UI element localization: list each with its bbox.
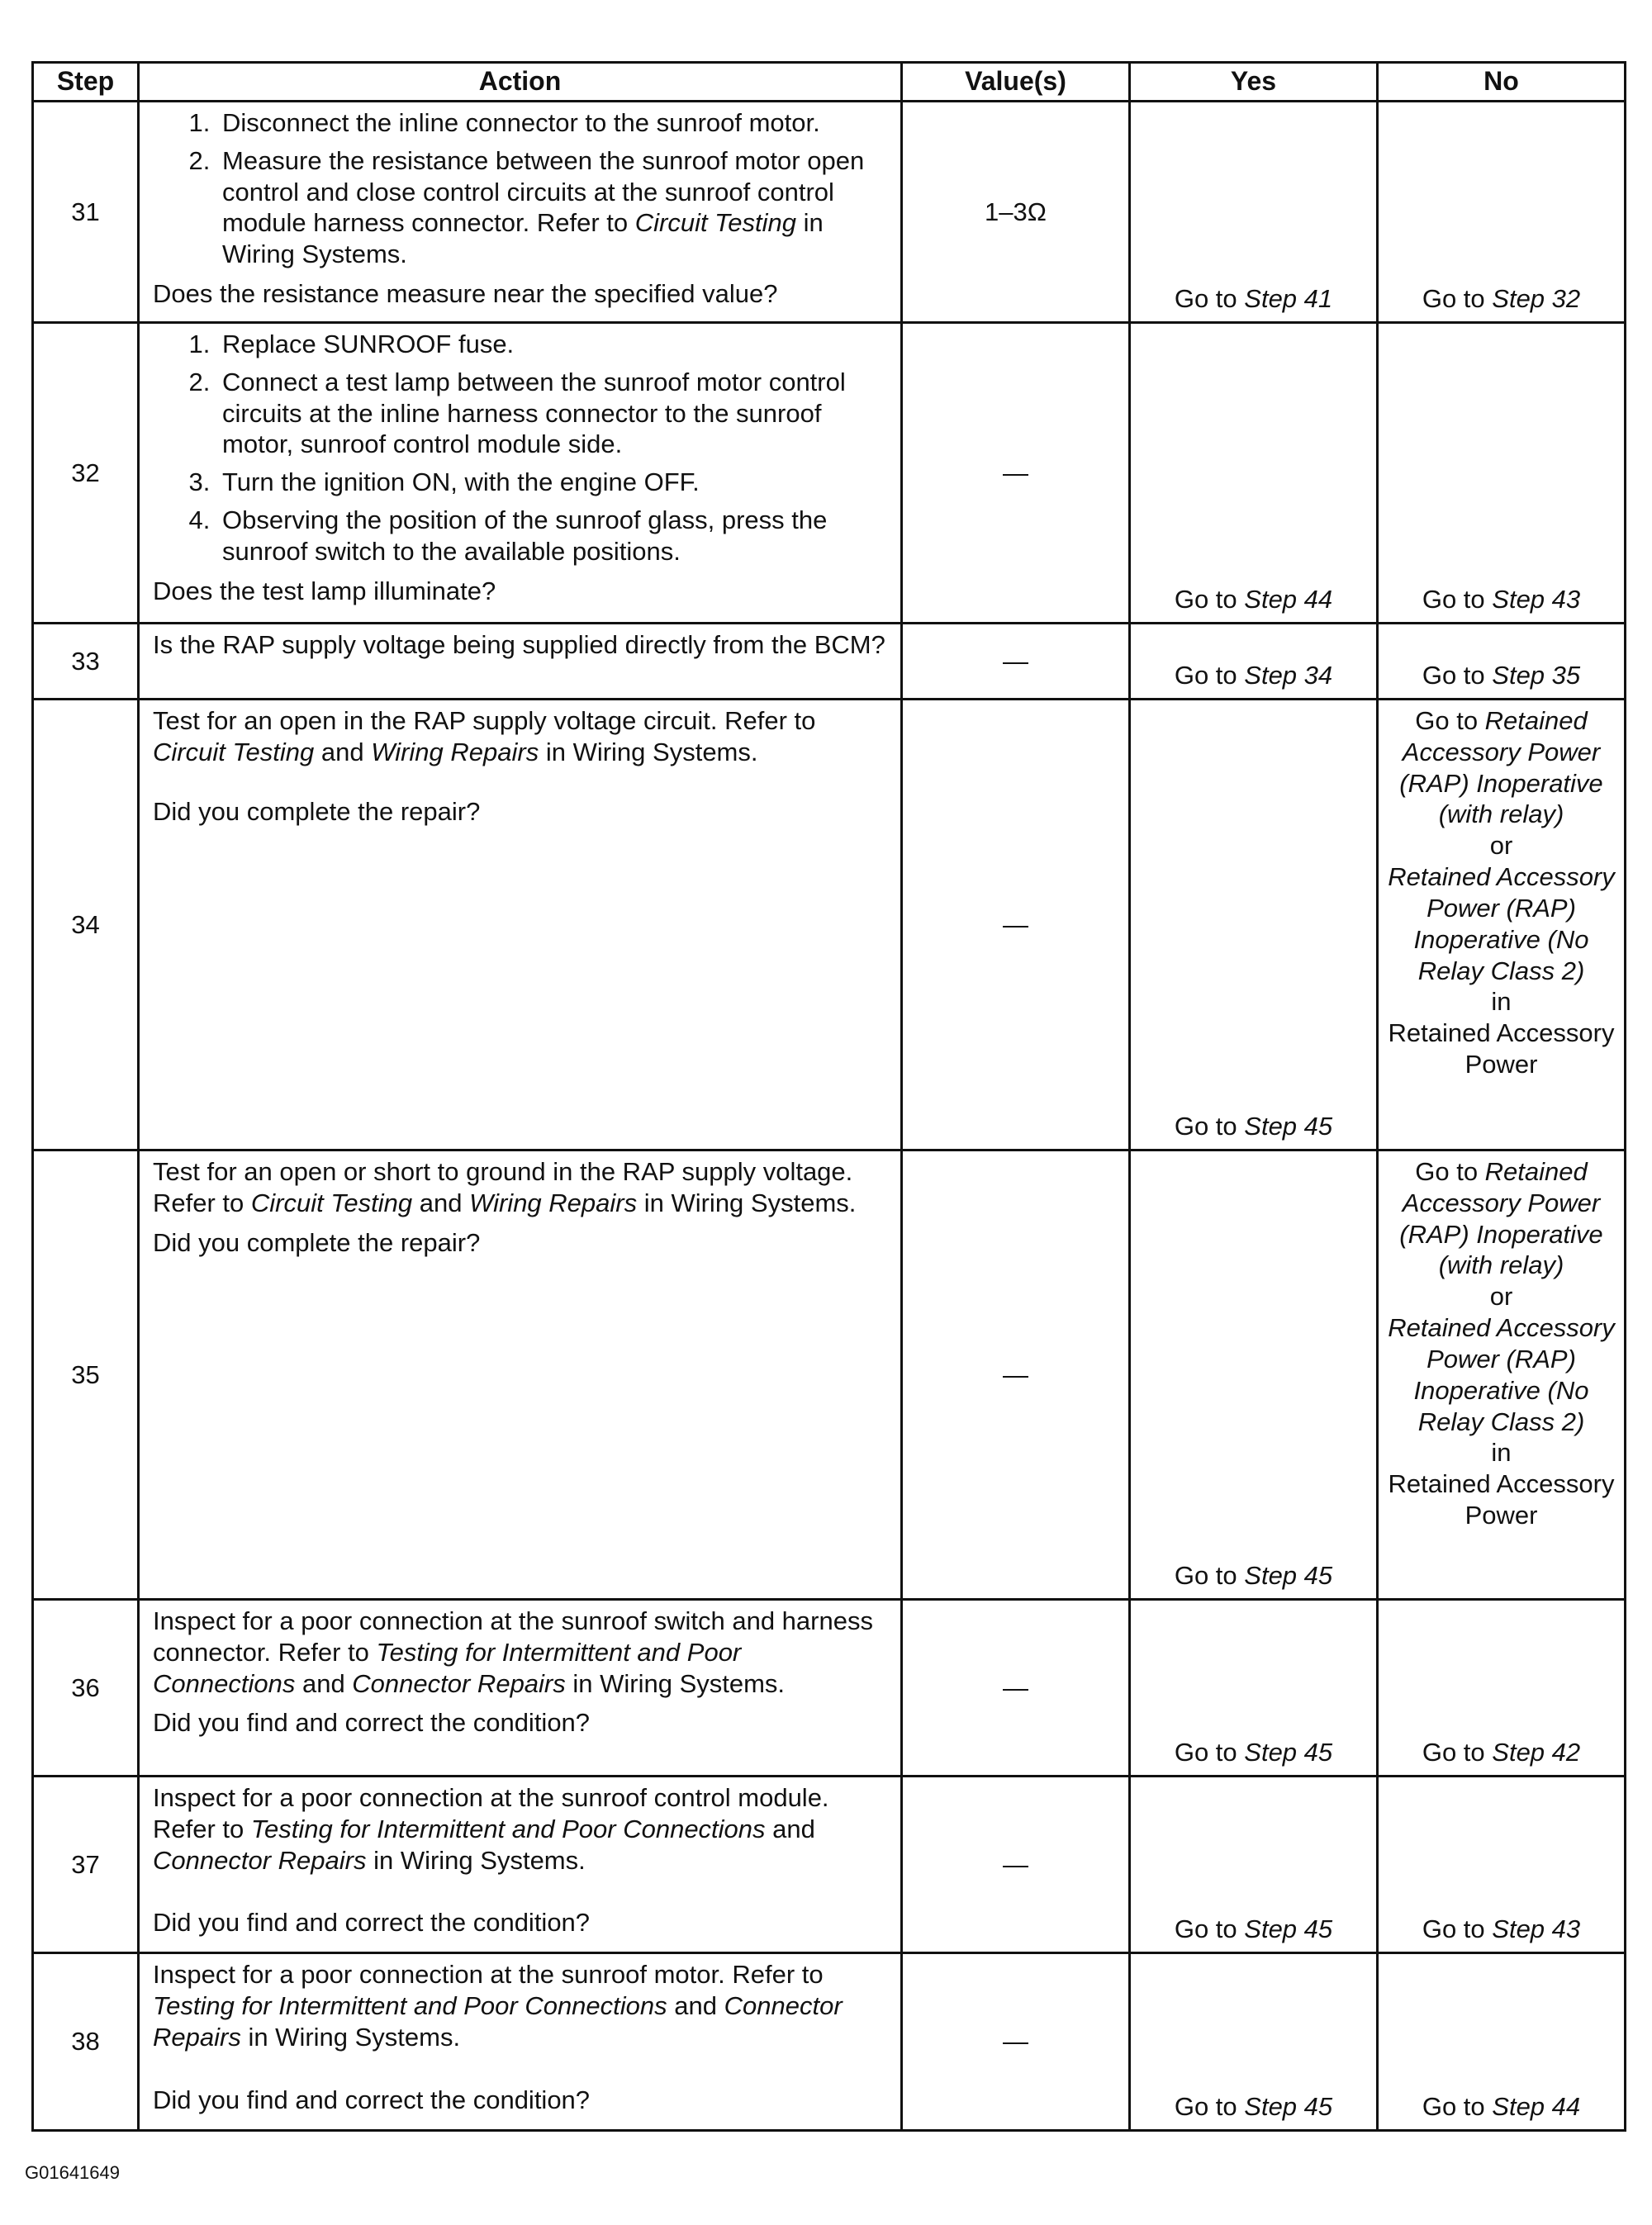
action-question: Did you complete the repair? xyxy=(153,796,481,826)
figure-id: G01641649 xyxy=(25,2162,120,2183)
step-number: 33 xyxy=(33,624,139,700)
value-cell: — xyxy=(902,700,1130,1150)
yes-cell: Go to Step 45 xyxy=(1130,1953,1378,2130)
table-row xyxy=(33,1600,1626,1777)
action-cell xyxy=(139,102,902,323)
step-number: 37 xyxy=(33,1777,139,1953)
table-row xyxy=(33,624,1626,700)
step-number: 38 xyxy=(33,1953,139,2130)
no-cell: Go to Step 35 xyxy=(1378,624,1626,700)
action-cell xyxy=(139,1600,902,1777)
value-cell: — xyxy=(902,1600,1130,1777)
no-cell: Go to Step 42 xyxy=(1378,1600,1626,1777)
header-step: Step xyxy=(33,63,139,102)
value-cell: — xyxy=(902,624,1130,700)
action-list-item: 1. Disconnect the inline connector to the sunroof motor. xyxy=(217,107,890,139)
no-cell: Go to Retained Accessory Power (RAP) Inoperative (with relay) or Retained Accessory Power (RAP) Inoperative (No Relay Class 2) in Retained Accessory Power xyxy=(1378,700,1626,1150)
step-number: 36 xyxy=(33,1600,139,1777)
no-cell: Go to Step 43 xyxy=(1378,323,1626,624)
action-list-item: 3. Turn the ignition ON, with the engine OFF. xyxy=(217,467,890,498)
action-question: Does the test lamp illuminate? xyxy=(153,576,496,605)
action-cell xyxy=(139,624,902,700)
action-text-segment: in Wiring Systems. xyxy=(222,208,824,269)
step-number: 34 xyxy=(33,700,139,1150)
table-row xyxy=(33,1953,1626,2130)
no-cell: Go to Step 32 xyxy=(1378,102,1626,323)
action-text: Test for an open or short to ground in the RAP supply voltage. Refer to Circuit Testing and Wiring Repairs in Wiring Systems. xyxy=(153,1157,857,1217)
action-text: Is the RAP supply voltage being supplied directly from the BCM? xyxy=(153,630,885,659)
header-yes: Yes xyxy=(1130,63,1378,102)
step-number: 35 xyxy=(33,1150,139,1600)
value-cell: 1–3Ω xyxy=(902,102,1130,323)
yes-cell: Go to Step 41 xyxy=(1130,102,1378,323)
action-reference: Circuit Testing xyxy=(634,208,796,238)
value-cell: — xyxy=(902,1150,1130,1600)
action-question: Did you find and correct the condition? xyxy=(153,1708,591,1738)
header-row xyxy=(33,63,1626,102)
action-cell xyxy=(139,323,902,624)
action-text: Inspect for a poor connection at the sunroof switch and harness connector. Refer to Testing for Intermittent and Poor Connections and Connector Repairs in Wiring Systems. xyxy=(153,1606,873,1698)
step-number: 32 xyxy=(33,323,139,624)
action-question: Did you complete the repair? xyxy=(153,1227,481,1257)
header-values: Value(s) xyxy=(902,63,1130,102)
table-row xyxy=(33,323,1626,624)
yes-cell: Go to Step 45 xyxy=(1130,1150,1378,1600)
action-list-item xyxy=(217,145,890,270)
action-cell xyxy=(139,1777,902,1953)
action-text-segment: Measure the resistance between the sunroof motor open control and close control circuits at the sunroof control module harness connector. Refer to xyxy=(222,145,865,238)
value-cell: — xyxy=(902,1777,1130,1953)
header-action: Action xyxy=(139,63,902,102)
no-cell: Go to Step 44 xyxy=(1378,1953,1626,2130)
action-cell xyxy=(139,1953,902,2130)
table-row xyxy=(33,102,1626,323)
action-cell xyxy=(139,1150,902,1600)
header-no: No xyxy=(1378,63,1626,102)
no-cell: Go to Step 43 xyxy=(1378,1777,1626,1953)
action-text: Test for an open in the RAP supply voltage circuit. Refer to Circuit Testing and Wiring Repairs in Wiring Systems. xyxy=(153,706,816,766)
table-row xyxy=(33,700,1626,1150)
yes-cell: Go to Step 45 xyxy=(1130,700,1378,1150)
table-row xyxy=(33,1150,1626,1600)
action-cell xyxy=(139,700,902,1150)
diagnostic-table xyxy=(31,61,1626,2132)
action-text: Inspect for a poor connection at the sunroof motor. Refer to Testing for Intermittent and Poor Connections and Connector Repairs in Wiring Systems. xyxy=(153,1960,843,2052)
action-list-item: 1. Replace SUNROOF fuse. xyxy=(217,329,890,360)
action-question: Did you find and correct the condition? xyxy=(153,1908,591,1938)
value-cell: — xyxy=(902,323,1130,624)
diagnostic-table-container xyxy=(31,61,1624,2132)
action-list-item: 4. Observing the position of the sunroof glass, press the sunroof switch to the available positions. xyxy=(217,505,890,567)
yes-cell: Go to Step 44 xyxy=(1130,323,1378,624)
action-list-item: 2. Connect a test lamp between the sunroof motor control circuits at the inline harness connector to the sunroof motor, sunroof control module side. xyxy=(217,367,890,460)
step-number: 31 xyxy=(33,102,139,323)
no-cell: Go to Retained Accessory Power (RAP) Inoperative (with relay) or Retained Accessory Power (RAP) Inoperative (No Relay Class 2) in Retained Accessory Power xyxy=(1378,1150,1626,1600)
yes-cell: Go to Step 45 xyxy=(1130,1777,1378,1953)
action-question: Does the resistance measure near the specified value? xyxy=(153,279,778,309)
action-text: Inspect for a poor connection at the sunroof control module. Refer to Testing for Intermittent and Poor Connections and Connector Repairs in Wiring Systems. xyxy=(153,1783,829,1875)
action-question: Did you find and correct the condition? xyxy=(153,2085,591,2114)
yes-cell: Go to Step 45 xyxy=(1130,1600,1378,1777)
table-row xyxy=(33,1777,1626,1953)
yes-cell: Go to Step 34 xyxy=(1130,624,1378,700)
value-cell: — xyxy=(902,1953,1130,2130)
